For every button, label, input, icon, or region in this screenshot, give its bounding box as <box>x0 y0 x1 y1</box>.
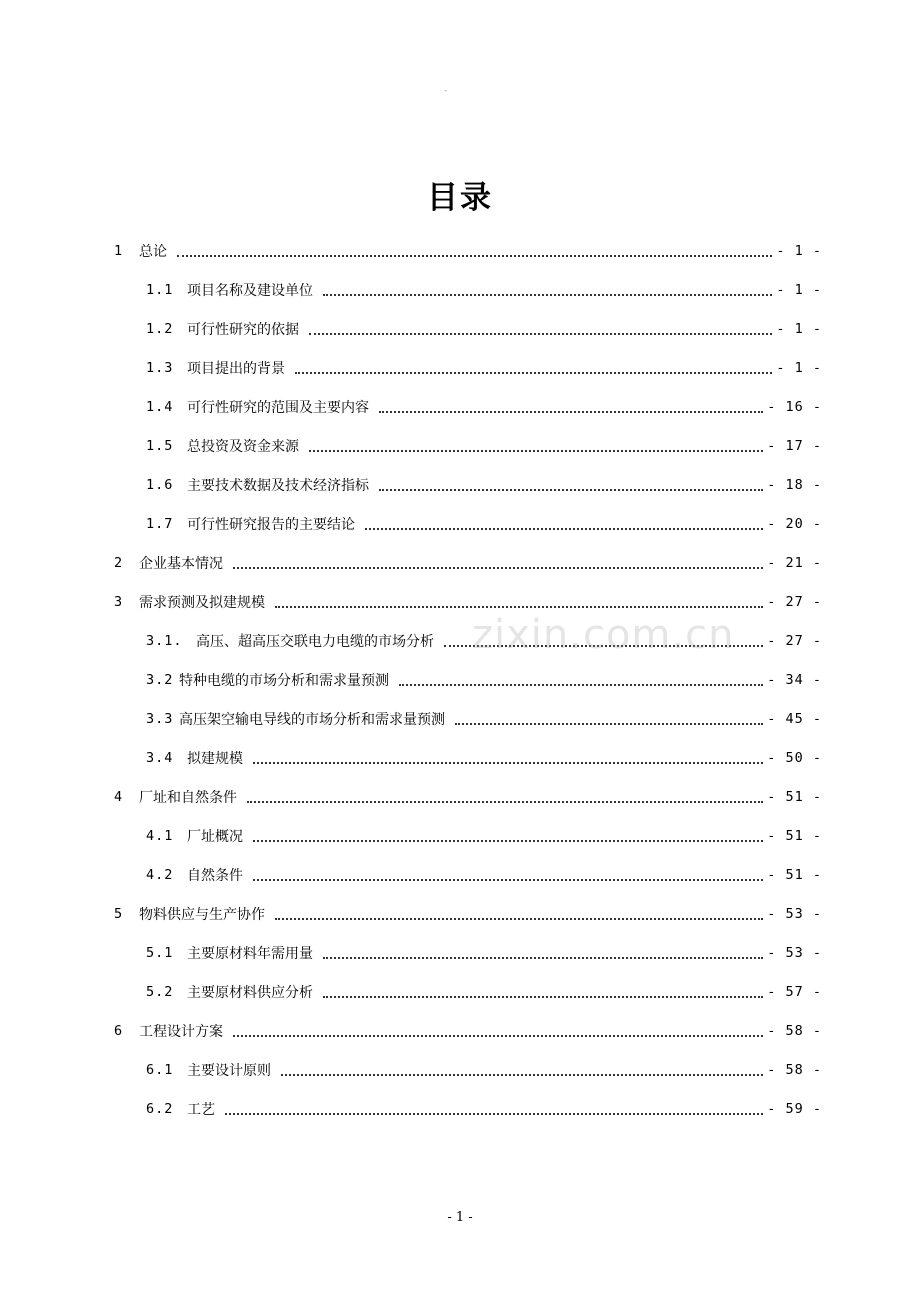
toc-number: 6.2 <box>146 1101 174 1117</box>
toc-number: 1.7 <box>146 516 174 532</box>
toc-page: - 53 - <box>767 945 822 961</box>
toc-page: - 1 - <box>776 282 822 298</box>
watermark: zixin.com.cn <box>472 612 735 658</box>
dot-leader <box>309 319 772 335</box>
toc-number: 3.1. <box>146 633 183 649</box>
toc-entry[interactable] <box>146 1096 822 1122</box>
toc-page: - 1 - <box>776 243 822 259</box>
toc-page: - 27 - <box>767 594 822 610</box>
toc-entry[interactable] <box>146 511 822 537</box>
toc-page: - 27 - <box>767 633 822 649</box>
toc-label: 可行性研究的依据 <box>187 322 299 338</box>
toc-label: 可行性研究报告的主要结论 <box>187 517 355 533</box>
dot-leader <box>399 670 763 686</box>
toc-label: 主要设计原则 <box>187 1063 271 1079</box>
dot-leader <box>253 865 763 881</box>
toc-page: - 45 - <box>767 711 822 727</box>
toc-page: - 17 - <box>767 438 822 454</box>
dot-leader <box>177 241 772 257</box>
page-footer-number: - 1 - <box>447 1210 473 1225</box>
dot-leader <box>379 475 763 491</box>
toc-label: 需求预测及拟建规模 <box>139 595 265 611</box>
toc-entry[interactable] <box>146 277 822 303</box>
toc-label: 总投资及资金来源 <box>187 439 299 455</box>
toc-entry[interactable] <box>146 316 822 342</box>
page-title: 目录 <box>427 180 493 216</box>
toc-number: 1.4 <box>146 399 174 415</box>
toc-entry[interactable] <box>114 784 822 810</box>
toc-label: 厂址概况 <box>187 829 243 845</box>
toc-label: 主要原材料供应分析 <box>187 985 313 1001</box>
toc-label: 可行性研究的范围及主要内容 <box>187 400 369 416</box>
toc-label: 总论 <box>139 244 167 260</box>
toc-label: 特种电缆的市场分析和需求量预测 <box>179 673 389 689</box>
toc-page: - 51 - <box>767 867 822 883</box>
toc-label: 高压架空输电导线的市场分析和需求量预测 <box>179 712 445 728</box>
toc-entry[interactable] <box>146 472 822 498</box>
toc-number: 5.2 <box>146 984 174 1000</box>
toc-label: 高压、超高压交联电力电缆的市场分析 <box>196 634 434 650</box>
toc-number: 5.1 <box>146 945 174 961</box>
toc-entry[interactable] <box>146 745 822 771</box>
toc-number: 3.2 <box>146 672 174 688</box>
toc-label: 企业基本情况 <box>139 556 223 572</box>
toc-number: 1.2 <box>146 321 174 337</box>
dot-leader <box>233 553 763 569</box>
dot-leader <box>281 1060 763 1076</box>
toc-page: - 20 - <box>767 516 822 532</box>
toc-number: 3.4 <box>146 750 174 766</box>
toc-label: 自然条件 <box>187 868 243 884</box>
toc-label: 厂址和自然条件 <box>139 790 237 806</box>
dot-leader <box>323 982 763 998</box>
toc-entry[interactable] <box>146 667 822 693</box>
dot-leader <box>233 1021 763 1037</box>
toc-page: - 18 - <box>767 477 822 493</box>
toc-entry[interactable] <box>146 823 822 849</box>
dot-leader <box>323 943 763 959</box>
toc-number: 6 <box>114 1023 124 1039</box>
toc-page: - 59 - <box>767 1101 822 1117</box>
toc-entry[interactable] <box>114 550 822 576</box>
toc-number: 3 <box>114 594 124 610</box>
toc-number: 5 <box>114 906 124 922</box>
toc-entry[interactable] <box>146 979 822 1005</box>
toc-entry[interactable] <box>146 706 822 732</box>
toc-number: 1.6 <box>146 477 174 493</box>
dot-leader <box>275 592 763 608</box>
toc-number: 3.3 <box>146 711 174 727</box>
toc-entry[interactable] <box>146 355 822 381</box>
toc-number: 1.1 <box>146 282 174 298</box>
toc-page: - 21 - <box>767 555 822 571</box>
dot-leader <box>253 748 763 764</box>
dot-leader <box>365 514 763 530</box>
toc-entry[interactable] <box>146 433 822 459</box>
toc-label: 主要原材料年需用量 <box>187 946 313 962</box>
toc-page: - 51 - <box>767 789 822 805</box>
toc-label: 物料供应与生产协作 <box>139 907 265 923</box>
toc-number: 2 <box>114 555 124 571</box>
toc-label: 工艺 <box>187 1102 215 1118</box>
toc-entry[interactable] <box>146 394 822 420</box>
toc-label: 工程设计方案 <box>139 1024 223 1040</box>
toc-entry[interactable] <box>146 940 822 966</box>
toc-number: 4.1 <box>146 828 174 844</box>
toc-page: - 58 - <box>767 1023 822 1039</box>
header-mark: - <box>444 86 448 96</box>
toc-number: 1.5 <box>146 438 174 454</box>
toc-page: - 57 - <box>767 984 822 1000</box>
dot-leader <box>253 826 763 842</box>
toc-page: - 51 - <box>767 828 822 844</box>
toc-number: 1 <box>114 243 124 259</box>
dot-leader <box>323 280 772 296</box>
dot-leader <box>247 787 763 803</box>
toc-page: - 34 - <box>767 672 822 688</box>
toc-label: 主要技术数据及技术经济指标 <box>187 478 369 494</box>
dot-leader <box>275 904 763 920</box>
toc-number: 4.2 <box>146 867 174 883</box>
toc-label: 项目提出的背景 <box>187 361 285 377</box>
toc-entry[interactable] <box>146 862 822 888</box>
toc-entry[interactable] <box>114 1018 822 1044</box>
toc-page: - 1 - <box>776 321 822 337</box>
toc-page: - 53 - <box>767 906 822 922</box>
toc-number: 4 <box>114 789 124 805</box>
toc-page: - 50 - <box>767 750 822 766</box>
dot-leader <box>295 358 772 374</box>
dot-leader <box>379 397 763 413</box>
toc-page: - 16 - <box>767 399 822 415</box>
dot-leader <box>455 709 763 725</box>
toc-number: 6.1 <box>146 1062 174 1078</box>
toc-entry[interactable] <box>114 901 822 927</box>
toc-page: - 58 - <box>767 1062 822 1078</box>
toc-entry[interactable] <box>146 1057 822 1083</box>
toc-label: 拟建规模 <box>187 751 243 767</box>
toc-label: 项目名称及建设单位 <box>187 283 313 299</box>
toc-page: - 1 - <box>776 360 822 376</box>
dot-leader <box>309 436 763 452</box>
toc-entry[interactable] <box>114 238 822 264</box>
toc-number: 1.3 <box>146 360 174 376</box>
dot-leader <box>225 1099 763 1115</box>
